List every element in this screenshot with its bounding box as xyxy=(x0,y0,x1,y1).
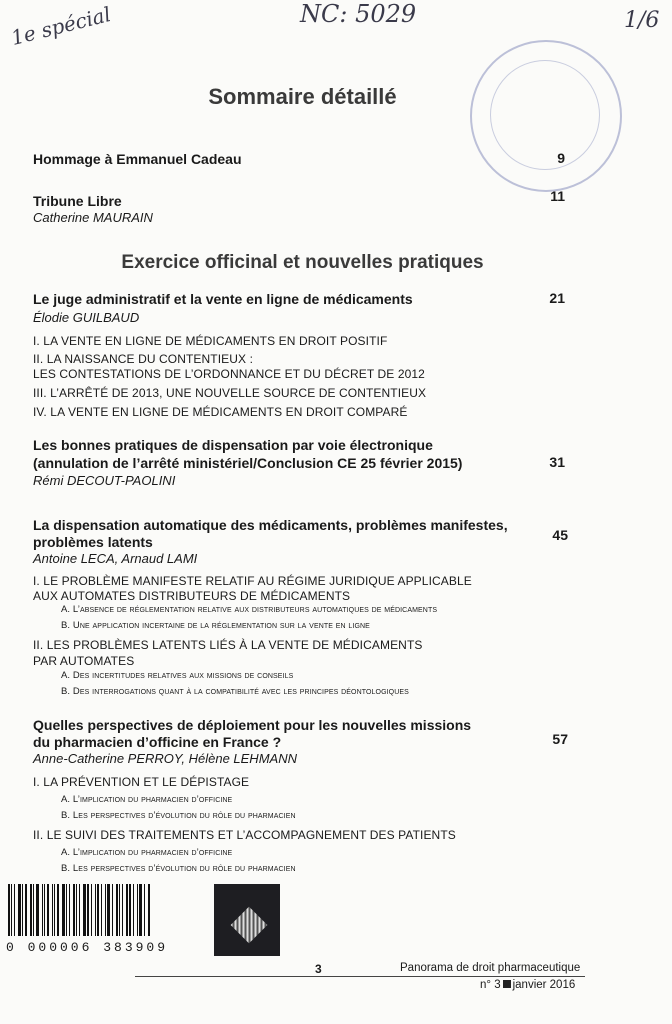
barcode-bar xyxy=(18,884,21,936)
entry-title-perspectives-line1: Quelles perspectives de déploiement pour les nouvelles missions xyxy=(33,717,472,733)
barcode-bar xyxy=(95,884,96,936)
barcode-bar xyxy=(105,884,106,936)
page-number-dispensation: 45 xyxy=(552,527,568,543)
barcode-bar xyxy=(87,884,89,936)
toc-item: I. LE PROBLÈME MANIFESTE RELATIF AU RÉGIME JURIDIQUE APPLICABLE xyxy=(33,574,472,588)
barcode-bar xyxy=(91,884,92,936)
toc-item: LES CONTESTATIONS DE L’ORDONNANCE ET DU DÉCRET DE 2012 xyxy=(33,367,425,381)
barcode-number: 0 000006 383909 xyxy=(6,940,169,955)
barcode-bar xyxy=(101,884,102,936)
toc-item: II. LE SUIVI DES TRAITEMENTS ET L’ACCOMPAGNEMENT DES PATIENTS xyxy=(33,828,456,842)
footer-rule xyxy=(135,976,585,977)
entry-title-bonnes-line2: (annulation de l’arrêté ministériel/Conclusion CE 25 février 2015) xyxy=(33,455,463,471)
page-title: Sommaire détaillé xyxy=(208,84,397,109)
barcode-bar xyxy=(33,884,34,936)
handwritten-fraction: 1/6 xyxy=(624,8,660,33)
entry-title-perspectives-line2: du pharmacien d’officine en France ? xyxy=(33,734,282,750)
barcode-bar xyxy=(133,884,134,936)
barcode-bar xyxy=(44,884,45,936)
barcode-bar xyxy=(14,884,15,936)
barcode-bar xyxy=(66,884,67,936)
barcode-bar xyxy=(148,884,150,936)
barcode-bar xyxy=(47,884,49,936)
barcode-bar xyxy=(122,884,123,936)
toc-subitem: B. Une application incertaine de la réglementation sur la vente en ligne xyxy=(61,620,370,631)
footer-journal-name: Panorama de droit pharmaceutique xyxy=(400,962,581,974)
entry-author-bonnes: Rémi DECOUT-PAOLINI xyxy=(33,473,176,488)
barcode-bar xyxy=(62,884,65,936)
publisher-logo xyxy=(214,884,280,956)
toc-subitem: A. L’implication du pharmacien d’officine xyxy=(61,794,233,805)
barcode-bar xyxy=(30,884,32,936)
barcode xyxy=(8,884,208,936)
toc-item: II. LA NAISSANCE DU CONTENTIEUX : xyxy=(33,352,254,366)
barcode-bar xyxy=(73,884,75,936)
page-number-hommage: 9 xyxy=(557,150,565,166)
footer-issue xyxy=(480,979,575,991)
page-number-tribune: 11 xyxy=(550,188,565,204)
page-number-bonnes: 31 xyxy=(549,454,565,470)
toc-item: I. LA PRÉVENTION ET LE DÉPISTAGE xyxy=(33,775,250,789)
page-number-juge: 21 xyxy=(549,290,565,306)
toc-subitem: A. Des incertitudes relatives aux missions de conseils xyxy=(61,670,294,681)
toc-item: III. L’ARRÊTÉ DE 2013, UNE NOUVELLE SOURCE DE CONTENTIEUX xyxy=(33,386,427,400)
section-title: Exercice officinal et nouvelles pratiques xyxy=(121,252,484,273)
barcode-bar xyxy=(52,884,53,936)
footer-page-number: 3 xyxy=(315,962,322,976)
barcode-bar xyxy=(11,884,12,936)
barcode-bar xyxy=(25,884,27,936)
barcode-bar xyxy=(79,884,80,936)
footer-issue-date: janvier 2016 xyxy=(512,979,576,991)
barcode-bar xyxy=(112,884,113,936)
entry-title-bonnes-line1: Les bonnes pratiques de dispensation par voie électronique xyxy=(33,437,433,453)
barcode-bar xyxy=(36,884,39,936)
toc-item: IV. LA VENTE EN LIGNE DE MÉDICAMENTS EN DROIT COMPARÉ xyxy=(33,405,408,419)
footer-issue-number: n° 3 xyxy=(480,979,501,991)
library-stamp xyxy=(470,40,622,192)
handwritten-note-special: 1e spécial xyxy=(8,2,114,50)
entry-author-juge: Élodie GUILBAUD xyxy=(33,310,140,325)
barcode-bar xyxy=(42,884,43,936)
barcode-bar xyxy=(119,884,120,936)
barcode-bar xyxy=(83,884,86,936)
entry-title-dispensation-line2: problèmes latents xyxy=(33,534,153,550)
entry-author-tribune: Catherine MAURAIN xyxy=(33,210,153,225)
barcode-bar xyxy=(54,884,55,936)
toc-item: PAR AUTOMATES xyxy=(33,654,135,668)
barcode-bar xyxy=(76,884,77,936)
toc-subitem: B. Des interrogations quant à la compatibilité avec les principes déontologiques xyxy=(61,686,409,697)
barcode-bar xyxy=(139,884,142,936)
barcode-bar xyxy=(107,884,110,936)
barcode-bar xyxy=(144,884,145,936)
barcode-bar xyxy=(8,884,10,936)
toc-item: AUX AUTOMATES DISTRIBUTEURS DE MÉDICAMENTS xyxy=(33,589,351,603)
page-number-perspectives: 57 xyxy=(552,731,568,747)
barcode-bar xyxy=(57,884,59,936)
toc-subitem: B. Les perspectives d’évolution du rôle du pharmacien xyxy=(61,863,296,874)
square-bullet-icon xyxy=(503,980,511,988)
barcode-bar xyxy=(97,884,99,936)
entry-title-tribune: Tribune Libre xyxy=(33,193,122,209)
toc-subitem: A. L’implication du pharmacien d’officine xyxy=(61,847,233,858)
barcode-bar xyxy=(22,884,23,936)
toc-item: I. LA VENTE EN LIGNE DE MÉDICAMENTS EN DROIT POSITIF xyxy=(33,334,388,348)
entry-title-dispensation-line1: La dispensation automatique des médicaments, problèmes manifestes, xyxy=(33,517,508,533)
toc-item: II. LES PROBLÈMES LATENTS LIÉS À LA VENTE DE MÉDICAMENTS xyxy=(33,638,423,652)
entry-title-hommage: Hommage à Emmanuel Cadeau xyxy=(33,151,242,167)
barcode-bar xyxy=(137,884,138,936)
barcode-bar xyxy=(129,884,131,936)
barcode-bar xyxy=(69,884,70,936)
toc-subitem: B. Les perspectives d’évolution du rôle du pharmacien xyxy=(61,810,296,821)
barcode-bar xyxy=(116,884,118,936)
toc-subitem: A. L’absence de réglementation relative aux distributeurs automatiques de médicaments xyxy=(61,604,438,615)
entry-author-dispensation: Antoine LECA, Arnaud LAMI xyxy=(33,551,198,566)
entry-title-juge: Le juge administratif et la vente en ligne de médicaments xyxy=(33,291,413,307)
entry-author-perspectives: Anne-Catherine PERROY, Hélène LEHMANN xyxy=(33,751,297,766)
barcode-bar xyxy=(126,884,128,936)
handwritten-reference: NC: 5029 xyxy=(300,0,417,28)
